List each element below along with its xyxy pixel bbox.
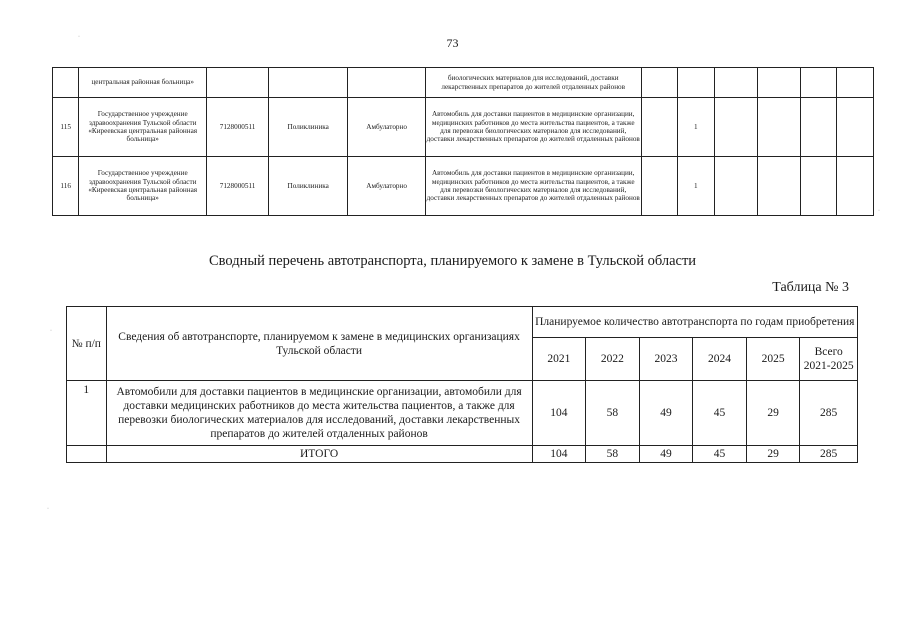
- header-planned: Планируемое количество автотранспорта по годам приобретения: [532, 307, 857, 338]
- header-year: 2022: [586, 338, 640, 381]
- type-cell: Амбулаторно: [348, 157, 425, 216]
- header-total: Всего 2021-2025: [800, 338, 858, 381]
- scan-speck: ·: [78, 34, 80, 40]
- code-cell: 7128000511: [207, 157, 269, 216]
- itogo-row: [67, 446, 858, 463]
- table-row: [67, 381, 858, 446]
- row-number: 115: [53, 98, 79, 157]
- org-cell: Государственное учреждение здравоохранения Тульской области «Киреевская центральная районная больница»: [79, 157, 207, 216]
- total-cell: 285: [800, 446, 858, 463]
- header-year: 2023: [639, 338, 693, 381]
- value-cell: 104: [532, 381, 586, 446]
- value-cell: 49: [639, 381, 693, 446]
- qty-cell: 1: [678, 157, 715, 216]
- summary-table: [66, 306, 858, 463]
- scan-speck: ·: [878, 208, 880, 214]
- table-row: [53, 98, 874, 157]
- org-cell: Государственное учреждение здравоохранения Тульской области «Киреевская центральная районная больница»: [79, 98, 207, 157]
- header-year: 2021: [532, 338, 586, 381]
- type-cell: Амбулаторно: [348, 98, 425, 157]
- value-cell: 29: [746, 381, 800, 446]
- desc-cell: Автомобиль для доставки пациентов в медицинские организации, медицинских работников до места жительства пациентов, а также для перевозки биологических материалов для исследований, доставки лекарственных препаратов до жителей отдаленных районов: [425, 157, 641, 216]
- qty-cell: 1: [678, 98, 715, 157]
- top-table: [52, 67, 874, 216]
- total-cell: 285: [800, 381, 858, 446]
- table-row: [53, 157, 874, 216]
- summary-heading: Сводный перечень автотранспорта, планируемого к замене в Тульской области: [208, 253, 697, 269]
- value-cell: 45: [693, 381, 747, 446]
- desc-cell: Автомобиль для доставки пациентов в медицинские организации, медицинских работников до места жительства пациентов, а также для перевозки биологических материалов для исследований, доставки лекарственных препаратов до жителей отдаленных районов: [425, 98, 641, 157]
- value-cell: 58: [586, 446, 640, 463]
- dept-cell: Поликлиника: [269, 157, 348, 216]
- table-label: Таблица № 3: [772, 280, 849, 295]
- header-year: 2025: [746, 338, 800, 381]
- code-cell: 7128000511: [207, 98, 269, 157]
- scan-speck: ·: [47, 506, 49, 512]
- dept-cell: Поликлиника: [269, 98, 348, 157]
- table-row: [53, 68, 874, 98]
- desc-cell: биологических материалов для исследований, доставки лекарственных препаратов до жителей отдаленных районов: [425, 68, 641, 98]
- header-num: № п/п: [67, 307, 107, 381]
- org-cell: центральная районная больница»: [79, 68, 207, 98]
- value-cell: 58: [586, 381, 640, 446]
- row-number: 1: [67, 381, 107, 446]
- itogo-label: ИТОГО: [106, 446, 532, 463]
- value-cell: 49: [639, 446, 693, 463]
- row-desc: Автомобили для доставки пациентов в медицинские организации, автомобили для доставки медицинских работников до места жительства пациентов, а также для перевозки биологических материалов для исследований, доставки лекарственных препаратов до жителей отдаленных районов: [106, 381, 532, 446]
- scan-speck: ·: [50, 328, 52, 334]
- header-year: 2024: [693, 338, 747, 381]
- value-cell: 45: [693, 446, 747, 463]
- header-desc: Сведения об автотранспорте, планируемом к замене в медицинских организациях Тульской области: [106, 307, 532, 381]
- row-number: 116: [53, 157, 79, 216]
- page-number: 73: [446, 36, 459, 50]
- header-row: [67, 307, 858, 338]
- value-cell: 104: [532, 446, 586, 463]
- value-cell: 29: [746, 446, 800, 463]
